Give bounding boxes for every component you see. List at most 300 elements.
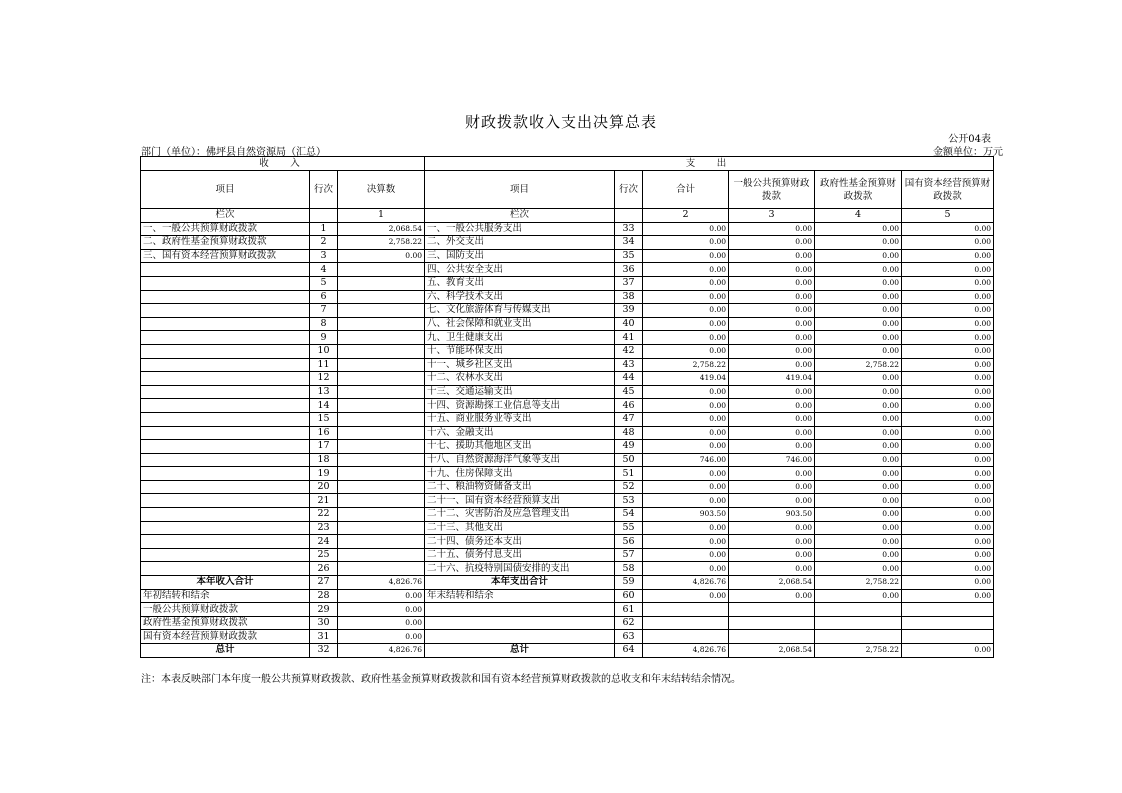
income-line: 8 [310, 317, 338, 331]
expense-gov-fund: 0.00 [815, 494, 902, 508]
expense-line: 41 [615, 331, 643, 345]
carry-in-general-label: 一般公共预算财政拨款 [141, 603, 310, 617]
grand-total-row [141, 644, 994, 658]
carry-in-fund-label: 政府性基金预算财政拨款 [141, 616, 310, 630]
footnote: 注：本表反映部门本年度一般公共预算财政拨款、政府性基金预算财政拨款和国有资本经营预算财政拨款的总收支和年末结转结余情况。 [141, 674, 741, 685]
income-item [141, 399, 310, 413]
expense-item: 五、教育支出 [425, 276, 615, 290]
header-final-amount: 决算数 [338, 171, 425, 209]
income-item [141, 385, 310, 399]
income-amount [338, 426, 425, 440]
header-line-expense: 行次 [615, 171, 643, 209]
expense-line: 48 [615, 426, 643, 440]
expense-total: 0.00 [643, 562, 729, 576]
expense-total: 0.00 [643, 412, 729, 426]
income-amount [338, 372, 425, 386]
expense-line: 43 [615, 358, 643, 372]
expense-line: 50 [615, 453, 643, 467]
carry-out-capital: 0.00 [902, 589, 994, 603]
expense-gov-fund: 0.00 [815, 467, 902, 481]
grand-total-income: 4,826.76 [338, 644, 425, 658]
expense-total: 419.04 [643, 372, 729, 386]
grand-total-capital: 0.00 [902, 644, 994, 658]
income-total-label: 本年收入合计 [141, 576, 310, 590]
expense-general-budget: 0.00 [729, 385, 815, 399]
expense-line: 57 [615, 548, 643, 562]
expense-gov-fund: 0.00 [815, 535, 902, 549]
expense-total-general: 2,068.54 [729, 576, 815, 590]
expense-gov-fund: 0.00 [815, 331, 902, 345]
empty-cell [643, 603, 729, 617]
income-amount [338, 480, 425, 494]
carry-in-label: 年初结转和结余 [141, 589, 310, 603]
table-row [141, 344, 994, 358]
budget-table [140, 156, 994, 658]
expense-item: 十三、交通运输支出 [425, 385, 615, 399]
expense-state-capital: 0.00 [902, 521, 994, 535]
table-row [141, 276, 994, 290]
header-row-columns [141, 171, 994, 209]
expense-gov-fund: 0.00 [815, 453, 902, 467]
income-line: 19 [310, 467, 338, 481]
carry-in-value: 0.00 [338, 589, 425, 603]
carry-over-row [141, 589, 994, 603]
empty-cell [729, 616, 815, 630]
income-line: 13 [310, 385, 338, 399]
expense-general-budget: 0.00 [729, 535, 815, 549]
income-total-line: 27 [310, 576, 338, 590]
expense-general-budget: 0.00 [729, 276, 815, 290]
col-index-3: 3 [729, 209, 815, 223]
expense-general-budget: 0.00 [729, 467, 815, 481]
grand-total-line-expense: 64 [615, 644, 643, 658]
expense-general-budget: 0.00 [729, 494, 815, 508]
expense-general-budget: 0.00 [729, 480, 815, 494]
grand-total-label-expense: 总计 [425, 644, 615, 658]
empty-cell [815, 616, 902, 630]
expense-line: 37 [615, 276, 643, 290]
expense-line: 46 [615, 399, 643, 413]
empty-cell [425, 616, 615, 630]
expense-line: 40 [615, 317, 643, 331]
carry-in-fund-line: 30 [310, 616, 338, 630]
income-amount [338, 276, 425, 290]
expense-gov-fund: 0.00 [815, 304, 902, 318]
expense-total: 0.00 [643, 521, 729, 535]
header-gov-fund: 政府性基金预算财政拨款 [815, 171, 902, 209]
income-line: 24 [310, 535, 338, 549]
carry-in-capital-label: 国有资本经营预算财政拨款 [141, 630, 310, 644]
expense-total: 0.00 [643, 548, 729, 562]
header-item: 项目 [141, 171, 310, 209]
carry-in-fund-value: 0.00 [338, 616, 425, 630]
income-line: 2 [310, 236, 338, 250]
carry-in-fund-row [141, 616, 994, 630]
expense-item: 九、卫生健康支出 [425, 331, 615, 345]
grand-total-label: 总计 [141, 644, 310, 658]
income-line: 1 [310, 222, 338, 236]
expense-total: 0.00 [643, 317, 729, 331]
empty-cell [425, 603, 615, 617]
income-line: 23 [310, 521, 338, 535]
expense-item: 一、一般公共服务支出 [425, 222, 615, 236]
expense-state-capital: 0.00 [902, 317, 994, 331]
expense-general-budget: 419.04 [729, 372, 815, 386]
income-item [141, 440, 310, 454]
expense-state-capital: 0.00 [902, 304, 994, 318]
income-line: 15 [310, 412, 338, 426]
expense-item: 十、节能环保支出 [425, 344, 615, 358]
income-item [141, 494, 310, 508]
expense-item: 八、社会保障和就业支出 [425, 317, 615, 331]
income-item [141, 548, 310, 562]
line-61: 61 [615, 603, 643, 617]
expense-total: 0.00 [643, 290, 729, 304]
expense-gov-fund: 0.00 [815, 222, 902, 236]
expense-line: 38 [615, 290, 643, 304]
expense-total: 0.00 [643, 535, 729, 549]
expense-general-budget: 0.00 [729, 548, 815, 562]
income-amount [338, 453, 425, 467]
col-index-2: 2 [643, 209, 729, 223]
expense-total: 0.00 [643, 222, 729, 236]
income-item [141, 521, 310, 535]
income-line: 21 [310, 494, 338, 508]
income-amount [338, 290, 425, 304]
expense-general-budget: 0.00 [729, 317, 815, 331]
header-item-expense: 项目 [425, 171, 615, 209]
expense-state-capital: 0.00 [902, 249, 994, 263]
income-line: 16 [310, 426, 338, 440]
expense-total-fund: 2,758.22 [815, 576, 902, 590]
empty-cell [815, 630, 902, 644]
expense-total: 903.50 [643, 508, 729, 522]
expense-item: 十二、农林水支出 [425, 372, 615, 386]
income-amount [338, 535, 425, 549]
expense-state-capital: 0.00 [902, 236, 994, 250]
income-amount [338, 331, 425, 345]
expense-item: 四、公共安全支出 [425, 263, 615, 277]
expense-item: 二、外交支出 [425, 236, 615, 250]
income-item [141, 276, 310, 290]
income-item [141, 562, 310, 576]
carry-in-line: 28 [310, 589, 338, 603]
expense-state-capital: 0.00 [902, 426, 994, 440]
expense-state-capital: 0.00 [902, 440, 994, 454]
expense-general-budget: 0.00 [729, 304, 815, 318]
income-item: 三、国有资本经营预算财政拨款 [141, 249, 310, 263]
income-line: 11 [310, 358, 338, 372]
income-line: 22 [310, 508, 338, 522]
income-amount: 0.00 [338, 249, 425, 263]
expense-item: 二十六、抗疫特别国债安排的支出 [425, 562, 615, 576]
income-amount [338, 304, 425, 318]
income-item [141, 508, 310, 522]
income-amount [338, 562, 425, 576]
income-item [141, 480, 310, 494]
header-state-capital: 国有资本经营预算财政拨款 [902, 171, 994, 209]
empty-cell [902, 616, 994, 630]
expense-item: 二十二、灾害防治及应急管理支出 [425, 508, 615, 522]
expense-line: 34 [615, 236, 643, 250]
expense-total: 746.00 [643, 453, 729, 467]
expense-total: 0.00 [643, 467, 729, 481]
header-line: 行次 [310, 171, 338, 209]
grand-total-expense: 4,826.76 [643, 644, 729, 658]
expense-line: 54 [615, 508, 643, 522]
expense-item: 十四、资源勘探工业信息等支出 [425, 399, 615, 413]
table-row [141, 317, 994, 331]
expense-total: 0.00 [643, 249, 729, 263]
carry-out-value: 0.00 [643, 589, 729, 603]
expense-general-budget: 0.00 [729, 344, 815, 358]
table-row [141, 358, 994, 372]
expense-state-capital: 0.00 [902, 276, 994, 290]
carry-in-capital-line: 31 [310, 630, 338, 644]
expense-state-capital: 0.00 [902, 453, 994, 467]
table-row [141, 426, 994, 440]
income-item [141, 372, 310, 386]
table-row [141, 304, 994, 318]
income-amount [338, 399, 425, 413]
expense-general-budget: 0.00 [729, 249, 815, 263]
expense-item: 二十三、其他支出 [425, 521, 615, 535]
header-row-index [141, 209, 994, 223]
income-amount: 2,068.54 [338, 222, 425, 236]
expense-total: 0.00 [643, 263, 729, 277]
expense-general-budget: 0.00 [729, 562, 815, 576]
income-item [141, 453, 310, 467]
table-row [141, 440, 994, 454]
expense-state-capital: 0.00 [902, 535, 994, 549]
income-line: 3 [310, 249, 338, 263]
expense-gov-fund: 0.00 [815, 548, 902, 562]
expense-state-capital: 0.00 [902, 480, 994, 494]
carry-out-label: 年末结转和结余 [425, 589, 615, 603]
table-row [141, 494, 994, 508]
expense-total-value: 4,826.76 [643, 576, 729, 590]
empty-cell [902, 630, 994, 644]
expense-gov-fund: 0.00 [815, 385, 902, 399]
expense-line: 36 [615, 263, 643, 277]
expense-gov-fund: 0.00 [815, 249, 902, 263]
expense-item: 十九、住房保障支出 [425, 467, 615, 481]
expense-line: 56 [615, 535, 643, 549]
table-row [141, 467, 994, 481]
expense-line: 42 [615, 344, 643, 358]
income-amount [338, 467, 425, 481]
expense-general-budget: 0.00 [729, 358, 815, 372]
income-item [141, 344, 310, 358]
col-blank [310, 209, 338, 223]
table-row [141, 222, 994, 236]
expense-total: 0.00 [643, 494, 729, 508]
empty-cell [729, 630, 815, 644]
income-item [141, 290, 310, 304]
income-amount [338, 412, 425, 426]
table-row [141, 331, 994, 345]
expense-gov-fund: 0.00 [815, 236, 902, 250]
expense-general-budget: 746.00 [729, 453, 815, 467]
expense-total: 0.00 [643, 385, 729, 399]
expense-state-capital: 0.00 [902, 399, 994, 413]
expense-state-capital: 0.00 [902, 222, 994, 236]
expense-state-capital: 0.00 [902, 562, 994, 576]
form-code: 公开04表 [948, 134, 991, 145]
expense-state-capital: 0.00 [902, 290, 994, 304]
carry-out-fund: 0.00 [815, 589, 902, 603]
expense-item: 十八、自然资源海洋气象等支出 [425, 453, 615, 467]
income-header: 收 入 [141, 157, 425, 171]
col-blank-expense [615, 209, 643, 223]
expense-item: 二十一、国有资本经营预算支出 [425, 494, 615, 508]
expense-total: 0.00 [643, 480, 729, 494]
expense-total-label: 本年支出合计 [425, 576, 615, 590]
expense-general-budget: 0.00 [729, 399, 815, 413]
expense-line: 53 [615, 494, 643, 508]
expense-item: 二十四、债务还本支出 [425, 535, 615, 549]
income-line: 7 [310, 304, 338, 318]
empty-cell [425, 630, 615, 644]
expense-item: 十六、金融支出 [425, 426, 615, 440]
expense-general-budget: 0.00 [729, 331, 815, 345]
income-line: 12 [310, 372, 338, 386]
expense-gov-fund: 0.00 [815, 317, 902, 331]
expense-gov-fund: 0.00 [815, 562, 902, 576]
income-line: 17 [310, 440, 338, 454]
income-line: 18 [310, 453, 338, 467]
income-amount [338, 263, 425, 277]
expense-line: 52 [615, 480, 643, 494]
expense-general-budget: 0.00 [729, 290, 815, 304]
expense-line: 33 [615, 222, 643, 236]
income-item [141, 358, 310, 372]
expense-general-budget: 0.00 [729, 236, 815, 250]
expense-header: 支 出 [425, 157, 994, 171]
empty-cell [729, 603, 815, 617]
expense-line: 49 [615, 440, 643, 454]
expense-line: 55 [615, 521, 643, 535]
expense-state-capital: 0.00 [902, 331, 994, 345]
income-amount [338, 508, 425, 522]
carry-in-general-value: 0.00 [338, 603, 425, 617]
table-row [141, 236, 994, 250]
expense-gov-fund: 0.00 [815, 521, 902, 535]
carry-out-general: 0.00 [729, 589, 815, 603]
empty-cell [643, 630, 729, 644]
carry-in-capital-value: 0.00 [338, 630, 425, 644]
expense-item: 十五、商业服务业等支出 [425, 412, 615, 426]
table-row [141, 412, 994, 426]
expense-state-capital: 0.00 [902, 412, 994, 426]
income-amount: 2,758.22 [338, 236, 425, 250]
expense-total: 0.00 [643, 399, 729, 413]
table-row [141, 548, 994, 562]
table-row [141, 508, 994, 522]
expense-gov-fund: 0.00 [815, 412, 902, 426]
income-item [141, 467, 310, 481]
expense-general-budget: 0.00 [729, 263, 815, 277]
expense-general-budget: 903.50 [729, 508, 815, 522]
expense-gov-fund: 0.00 [815, 508, 902, 522]
expense-line: 45 [615, 385, 643, 399]
expense-total: 0.00 [643, 426, 729, 440]
expense-general-budget: 0.00 [729, 521, 815, 535]
table-row [141, 290, 994, 304]
income-amount [338, 317, 425, 331]
expense-general-budget: 0.00 [729, 412, 815, 426]
expense-total: 0.00 [643, 344, 729, 358]
expense-gov-fund: 2,758.22 [815, 358, 902, 372]
income-line: 4 [310, 263, 338, 277]
expense-gov-fund: 0.00 [815, 440, 902, 454]
expense-gov-fund: 0.00 [815, 372, 902, 386]
expense-state-capital: 0.00 [902, 372, 994, 386]
income-total-value: 4,826.76 [338, 576, 425, 590]
income-line: 6 [310, 290, 338, 304]
income-item [141, 263, 310, 277]
expense-total: 0.00 [643, 276, 729, 290]
income-amount [338, 548, 425, 562]
expense-line: 47 [615, 412, 643, 426]
empty-cell [815, 603, 902, 617]
table-row [141, 521, 994, 535]
header-general-budget: 一般公共预算财政拨款 [729, 171, 815, 209]
table-row [141, 249, 994, 263]
income-item: 一、一般公共预算财政拨款 [141, 222, 310, 236]
expense-general-budget: 0.00 [729, 426, 815, 440]
grand-total-fund: 2,758.22 [815, 644, 902, 658]
expense-item: 六、科学技术支出 [425, 290, 615, 304]
expense-total-line: 59 [615, 576, 643, 590]
table-row [141, 372, 994, 386]
expense-state-capital: 0.00 [902, 385, 994, 399]
col-index-4: 4 [815, 209, 902, 223]
income-line: 25 [310, 548, 338, 562]
income-amount [338, 344, 425, 358]
expense-total: 0.00 [643, 236, 729, 250]
grand-total-line: 32 [310, 644, 338, 658]
expense-total: 0.00 [643, 331, 729, 345]
expense-gov-fund: 0.00 [815, 399, 902, 413]
income-item [141, 535, 310, 549]
table-row [141, 263, 994, 277]
expense-gov-fund: 0.00 [815, 276, 902, 290]
expense-item: 十七、援助其他地区支出 [425, 440, 615, 454]
income-item [141, 331, 310, 345]
grand-total-general: 2,068.54 [729, 644, 815, 658]
col-index-1: 1 [338, 209, 425, 223]
income-item [141, 317, 310, 331]
table-row [141, 562, 994, 576]
income-line: 10 [310, 344, 338, 358]
header-total: 合计 [643, 171, 729, 209]
expense-line: 51 [615, 467, 643, 481]
empty-cell [902, 603, 994, 617]
expense-state-capital: 0.00 [902, 467, 994, 481]
income-line: 20 [310, 480, 338, 494]
col-label: 栏次 [141, 209, 310, 223]
expense-line: 35 [615, 249, 643, 263]
carry-in-general-row [141, 603, 994, 617]
table-row [141, 480, 994, 494]
table-row [141, 399, 994, 413]
table-row [141, 535, 994, 549]
carry-in-general-line: 29 [310, 603, 338, 617]
income-line: 9 [310, 331, 338, 345]
expense-item: 三、国防支出 [425, 249, 615, 263]
income-amount [338, 440, 425, 454]
